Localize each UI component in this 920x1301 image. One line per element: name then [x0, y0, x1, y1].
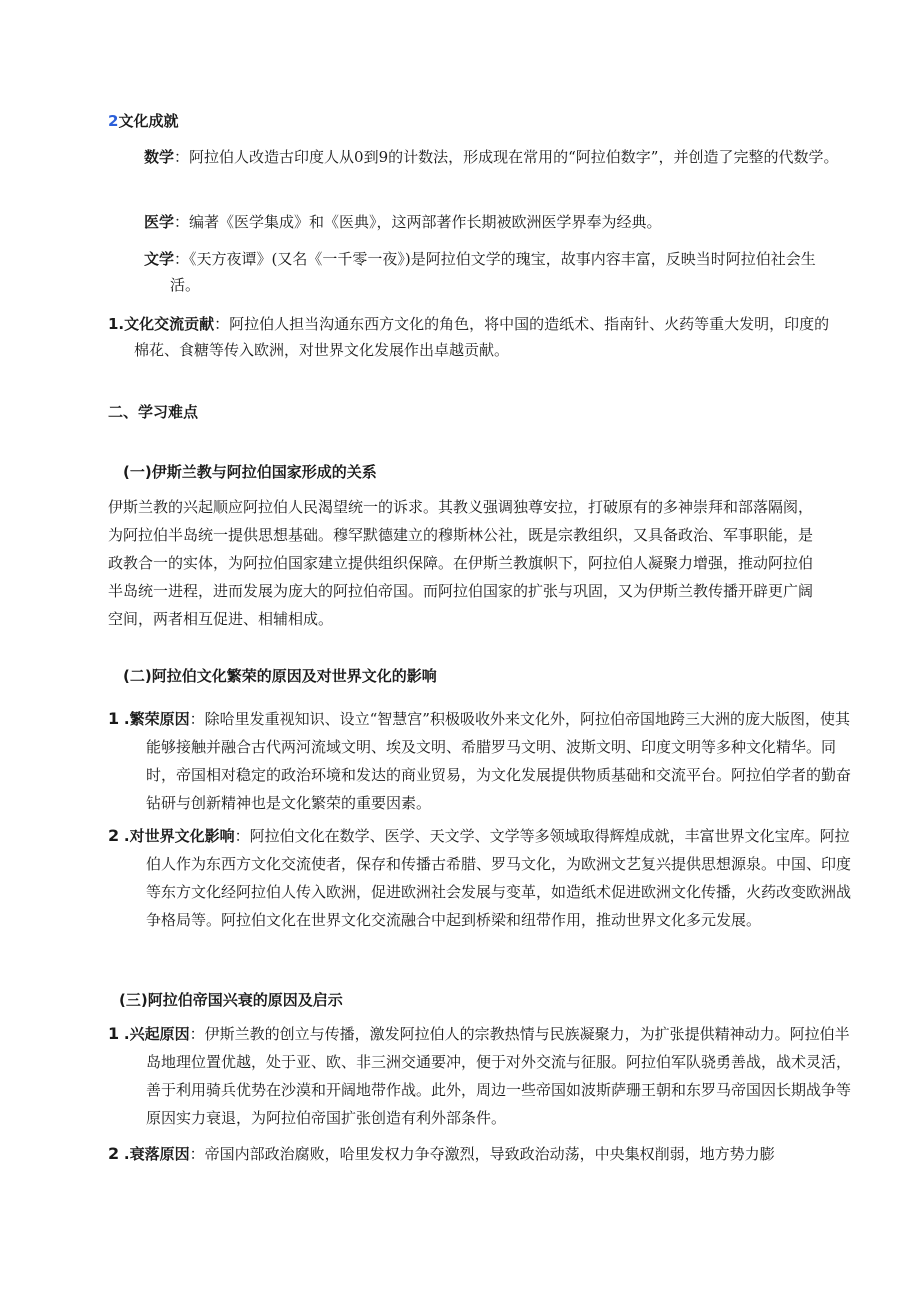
- part3-heading: (三)阿拉伯帝国兴衰的原因及启示: [119, 991, 343, 1009]
- section-title: 文化成就: [118, 112, 179, 130]
- part3-item-rise-reasons: [108, 1020, 851, 1132]
- part2-heading: (二)阿拉伯文化繁荣的原因及对世界文化的影响: [123, 667, 437, 685]
- item-text: ：除哈里发重视知识、设立“智慧宫”积极吸收外来文化外，阿拉伯帝国地跨三大洲的庞大版图，使其能够接触并融合古代两河流域文明、埃及文明、希腊罗马文明、波斯文明、印度文明等多种文化精华。同时，帝国相对稳定的政治环境和发达的商业贸易，为文化发展提供物质基础和交流平台。阿拉伯学者的勤奋钻研与创新精神也是文化繁荣的重要因素。: [146, 710, 852, 812]
- item-label: 文学: [144, 250, 175, 268]
- section-number: 2: [108, 112, 119, 130]
- item-number: 2: [108, 826, 120, 845]
- item-label: .对世界文化影响: [123, 827, 235, 845]
- item-text: 阿拉伯人改造古印度人从0到9的计数法，形成现在常用的“阿拉伯数字”，并创造了完整的代数学。: [189, 148, 839, 166]
- item-label: .兴起原因: [123, 1025, 190, 1043]
- item-number: 1: [108, 1024, 120, 1043]
- part1-paragraph: 伊斯兰教的兴起顺应阿拉伯人民渴望统一的诉求。其教义强调独尊安拉，打破原有的多神崇拜和部落隔阂，为阿拉伯半岛统一提供思想基础。穆罕默德建立的穆斯林公社，既是宗教组织，又具备政治、军事职能，是政教合一的实体，为阿拉伯国家建立提供组织保障。在伊斯兰教旗帜下，阿拉伯人凝聚力增强，推动阿拉伯半岛统一进程，进而发展为庞大的阿拉伯帝国。而阿拉伯国家的扩张与巩固，又为伊斯兰教传播开辟更广阔空间，两者相互促进、相辅相成。: [108, 498, 814, 628]
- exchange-contribution: [108, 311, 836, 363]
- item-text: 编著《医学集成》和《医典》，这两部著作长期被欧洲医学界奉为经典。: [189, 213, 662, 231]
- exchange-text: ：阿拉伯人担当沟通东西方文化的角色，将中国的造纸术、指南针、火药等重大发明，印度的棉花、食糖等传入欧洲，对世界文化发展作出卓越贡献。: [134, 315, 830, 359]
- exchange-number: 1.: [108, 315, 125, 333]
- difficulties-heading: 二、学习难点: [108, 403, 199, 421]
- item-sep: ：: [174, 250, 190, 268]
- part3-item-decline-reasons: [108, 1140, 851, 1168]
- item-label: 医学: [144, 213, 175, 231]
- section-heading-achievements: [108, 108, 178, 134]
- achievement-item-medicine: [144, 209, 840, 235]
- item-text: 《天方夜谭》(又名《一千零一夜》)是阿拉伯文学的瑰宝，故事内容丰富，反映当时阿拉伯社会生活。: [170, 250, 816, 294]
- part2-item-prosperity-reasons: [108, 705, 851, 817]
- item-number: 2: [108, 1144, 120, 1163]
- part2-item-world-impact: [108, 822, 851, 934]
- item-text: ：伊斯兰教的创立与传播，激发阿拉伯人的宗教热情与民族凝聚力，为扩张提供精神动力。阿拉伯半岛地理位置优越，处于亚、欧、非三洲交通要冲，便于对外交流与征服。阿拉伯军队骁勇善战，战术灵活，善于利用骑兵优势在沙漠和开阔地带作战。此外，周边一些帝国如波斯萨珊王朝和东罗马帝国因长期战争等原因实力衰退，为阿拉伯帝国扩张创造有利外部条件。: [146, 1025, 852, 1127]
- item-label: 数学: [144, 148, 175, 166]
- item-text: ：帝国内部政治腐败，哈里发权力争夺激烈，导致政治动荡，中央集权削弱，地方势力膨: [189, 1145, 775, 1163]
- part1-heading: (一)伊斯兰教与阿拉伯国家形成的关系: [123, 463, 377, 481]
- item-sep: ：: [174, 148, 190, 166]
- item-sep: ：: [174, 213, 190, 231]
- exchange-label: 文化交流贡献: [124, 315, 215, 333]
- achievement-item-literature: [144, 246, 840, 298]
- achievement-item-math: [144, 144, 840, 170]
- item-label: .繁荣原因: [123, 710, 190, 728]
- item-number: 1: [108, 709, 120, 728]
- item-label: .衰落原因: [123, 1145, 190, 1163]
- item-text: ：阿拉伯文化在数学、医学、天文学、文学等多领域取得辉煌成就，丰富世界文化宝库。阿拉伯人作为东西方文化交流使者，保存和传播古希腊、罗马文化，为欧洲文艺复兴提供思想源泉。中国、印度等东方文化经阿拉伯人传入欧洲，促进欧洲社会发展与变革，如造纸术促进欧洲文化传播，火药改变欧洲战争格局等。阿拉伯文化在世界文化交流融合中起到桥梁和纽带作用，推动世界文化多元发展。: [146, 827, 852, 929]
